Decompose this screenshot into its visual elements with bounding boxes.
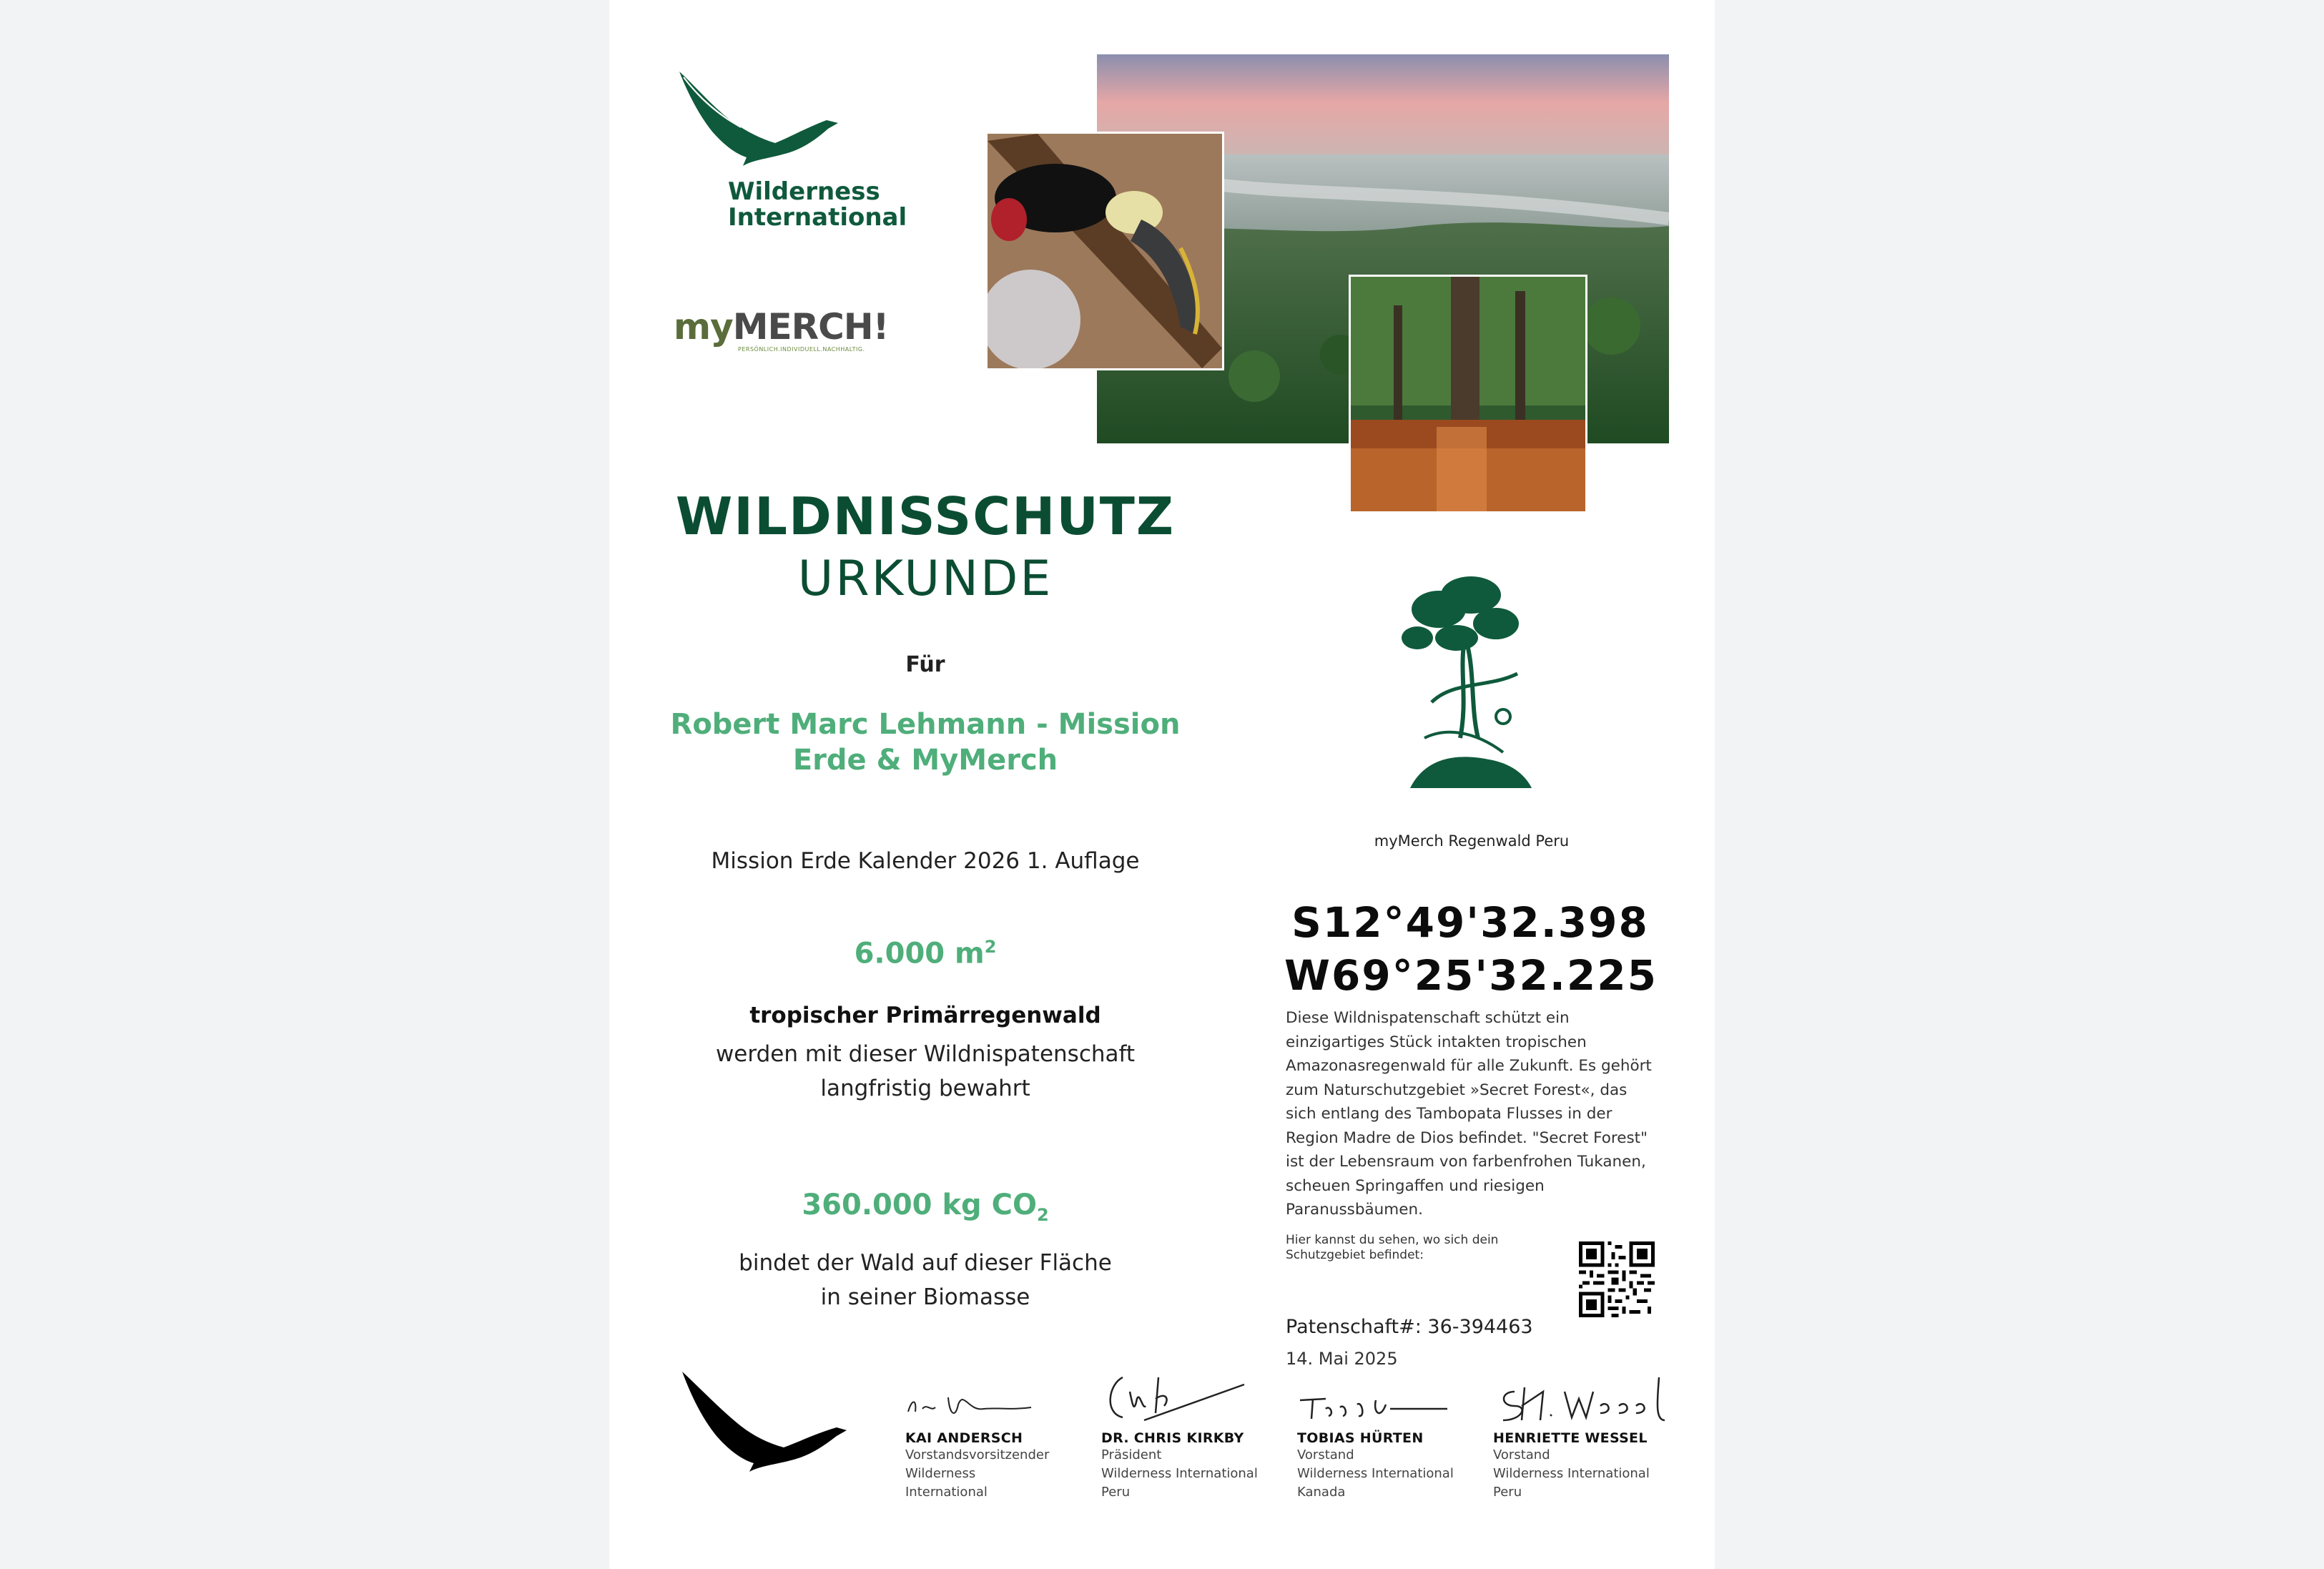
signature-block-1 [905,1383,1050,1502]
desc-line: scheuen Springaffen und riesigen [1286,1176,1545,1195]
eagle-logo-icon [675,66,847,169]
certificate-page [609,0,1715,1569]
mymerch-prefix: my [674,306,733,348]
location-description [1286,1006,1665,1222]
certificate-title: WILDNISSCHUTZ [675,486,1176,546]
recipient-line2: Erde & MyMerch [792,744,1058,777]
signature-block-3 [1297,1383,1469,1502]
co2-number: 360.000 kg CO [802,1189,1037,1221]
certificate-subtitle: URKUNDE [797,551,1053,607]
signature-scribble-1 [905,1383,1041,1427]
signer-name: HENRIETTE WESSEL [1493,1430,1648,1446]
mymerch-logo [674,306,888,348]
recipient-name [639,707,1211,778]
signer-role: Wilderness International [1101,1466,1258,1481]
signer-role: Präsident [1101,1447,1162,1462]
desc-line: Amazonasregenwald für alle Zukunft. Es gehört [1286,1057,1652,1075]
area-number: 6.000 m [854,937,985,970]
signature-scribble-2 [1101,1370,1251,1427]
wi-logo-line2: International [728,203,907,232]
mymerch-main: MERCH! [732,306,889,348]
signer-role: Wilderness International [905,1466,988,1500]
recipient-line1: Robert Marc Lehmann - Mission [670,708,1181,741]
signer-role: Vorstandsvorsitzender [905,1447,1050,1462]
desc-line: sich entlang des Tambopata Flusses in der [1286,1105,1612,1123]
signer-role: Wilderness International [1297,1466,1454,1481]
signature-block-4 [1493,1383,1679,1502]
longitude: W69°25'32.225 [1284,951,1658,1000]
river-forest-photo [1349,275,1587,513]
tree-illustration-icon [1396,574,1539,795]
mymerch-tagline: PERSÖNLICH.INDIVIDUELL.NACHHALTIG. [738,346,865,353]
co2-text-line1: bindet der Wald auf dieser Fläche [739,1250,1112,1276]
qr-hint [1286,1233,1498,1263]
signature-scribble-3 [1297,1383,1454,1427]
latitude: S12°49'32.398 [1291,898,1649,947]
signature-block-2 [1101,1383,1266,1502]
signer-role: Peru [1101,1485,1131,1500]
issue-date: 14. Mai 2025 [1286,1349,1398,1369]
sponsorship-number: Patenschaft#: 36-394463 [1286,1316,1533,1338]
desc-line: Region Madre de Dios befindet. "Secret Forest" [1286,1128,1648,1147]
signer-role: Vorstand [1297,1447,1354,1462]
co2-value [639,1189,1211,1225]
location-caption: myMerch Regenwald Peru [1374,832,1570,850]
forest-type: tropischer Primärregenwald [749,1003,1101,1028]
signer-role: Kanada [1297,1485,1346,1500]
signer-name: KAI ANDERSCH [905,1430,1023,1446]
area-unit-sup: 2 [984,937,997,957]
wi-logo-line1: Wilderness [728,177,880,206]
product-name: Mission Erde Kalender 2026 1. Auflage [711,848,1140,874]
signer-name: TOBIAS HÜRTEN [1297,1430,1424,1446]
signer-role: Wilderness International [1493,1466,1650,1481]
qr-hint-line1: Hier kannst du sehen, wo sich dein [1286,1233,1499,1247]
wi-logo-text [728,179,907,230]
eagle-silhouette-icon [679,1367,848,1473]
for-label: Für [905,652,945,677]
area-text-line1: werden mit dieser Wildnispatenschaft [715,1041,1136,1067]
signer-role: Vorstand [1493,1447,1550,1462]
desc-line: ist der Lebensraum von farbenfrohen Tukanen, [1286,1153,1646,1171]
desc-line: zum Naturschutzgebiet »Secret Forest«, das [1286,1081,1628,1099]
desc-line: einzigartiges Stück intakten tropischen [1286,1033,1587,1051]
signature-scribble-4 [1493,1370,1672,1427]
co2-sub: 2 [1036,1205,1049,1225]
qr-code-icon[interactable] [1579,1241,1655,1317]
area-text-line2: langfristig bewahrt [820,1076,1030,1101]
area-value [639,937,1211,970]
coordinates [1284,896,1656,1002]
desc-line: Diese Wildnispatenschaft schützt ein [1286,1009,1570,1027]
co2-text-line2: in seiner Biomasse [820,1284,1030,1310]
qr-hint-line2: Schutzgebiet befindet: [1286,1248,1424,1262]
desc-line: Paranussbäumen. [1286,1201,1423,1219]
toucan-photo [985,132,1224,370]
co2-text [639,1246,1211,1314]
area-text [639,1037,1211,1106]
signer-role: Peru [1493,1485,1522,1500]
signer-name: DR. CHRIS KIRKBY [1101,1430,1244,1446]
